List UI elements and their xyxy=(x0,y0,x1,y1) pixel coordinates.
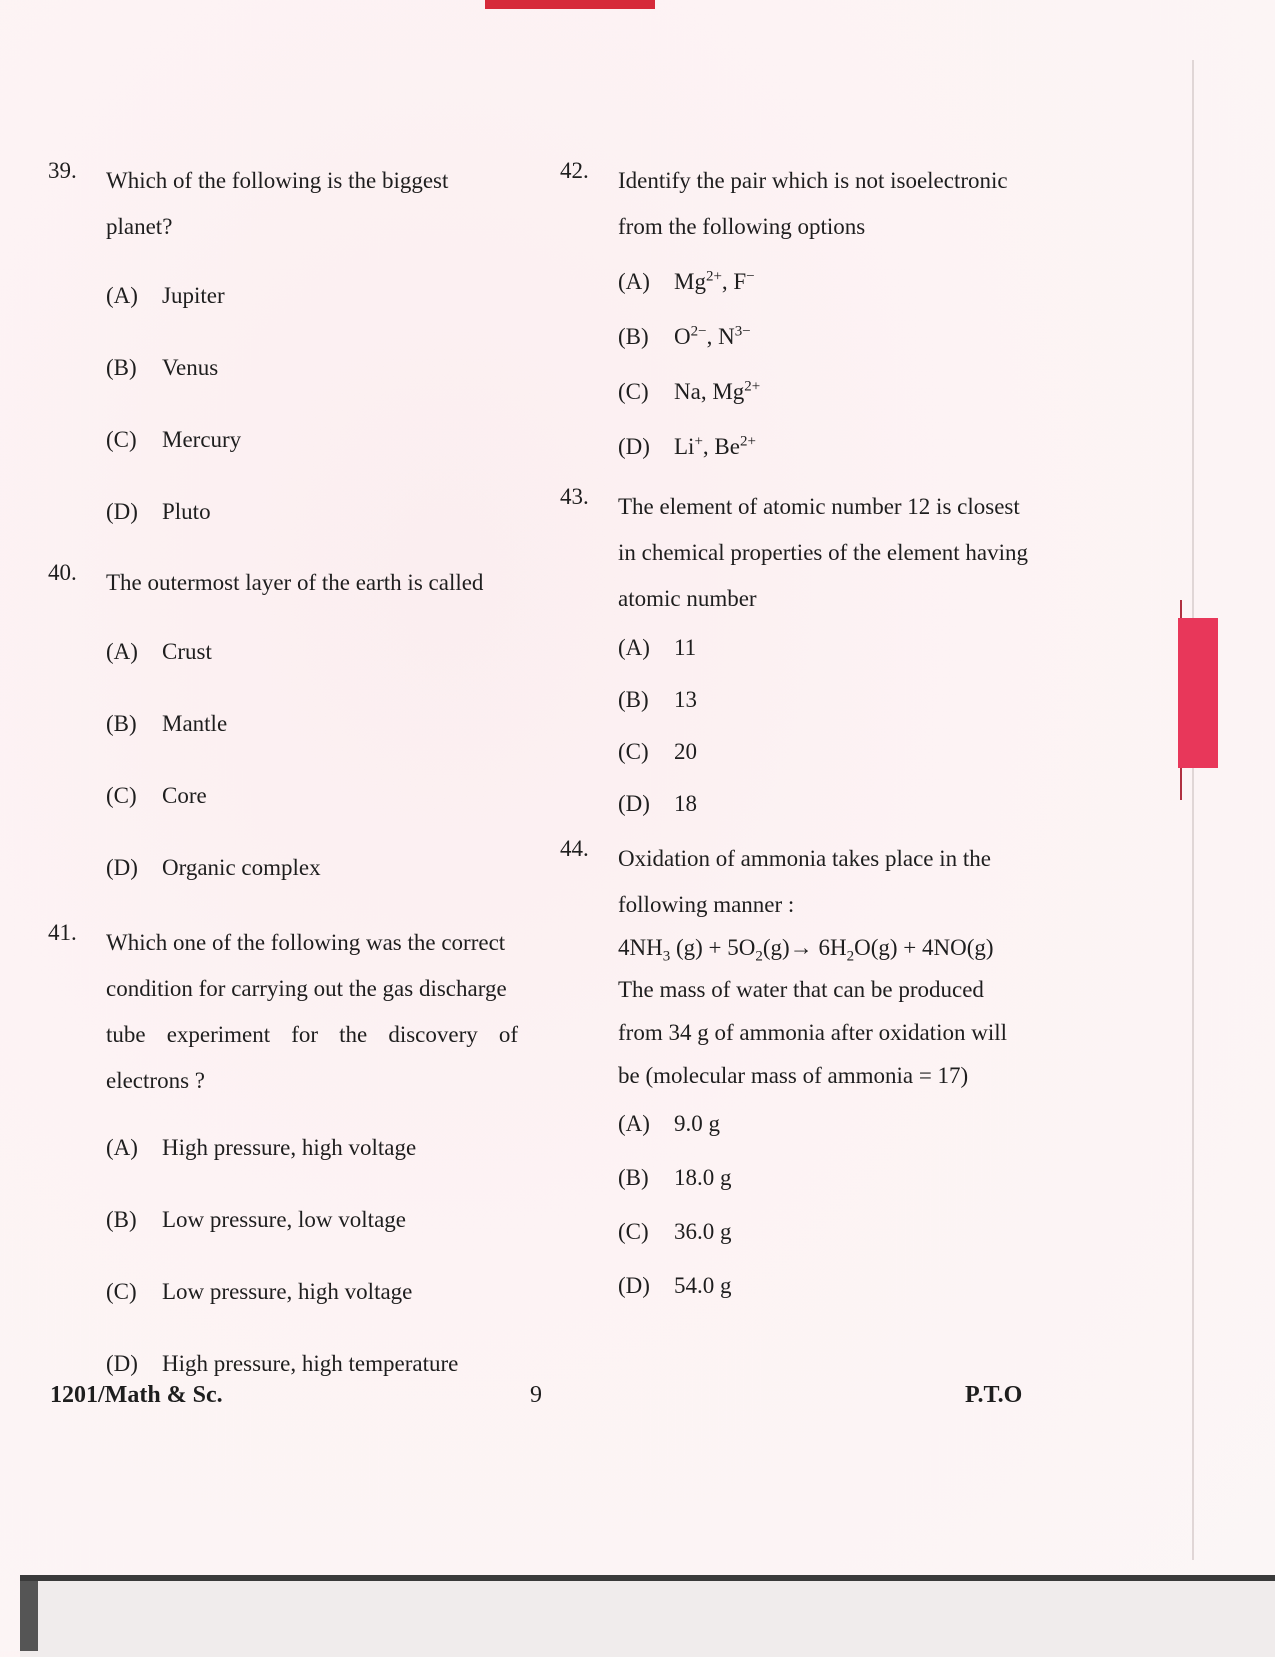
options-43 xyxy=(618,622,1030,830)
scanner-edge xyxy=(20,1575,1275,1657)
question-43 xyxy=(560,484,1030,622)
question-42 xyxy=(560,158,1030,250)
options-41 xyxy=(106,1112,518,1400)
option-label: (A) xyxy=(106,639,138,664)
question-text-line: The mass of water that can be produced xyxy=(618,977,984,1002)
option-label: (A) xyxy=(618,1111,650,1136)
option-d[interactable] xyxy=(106,476,518,548)
option-text: $O^{2-}$, $N^{3-}$ xyxy=(674,322,751,349)
question-text-line: from 34 g of ammonia after oxidation will xyxy=(618,1020,1007,1045)
question-39 xyxy=(48,158,518,250)
question-text-line: from the following options xyxy=(618,214,866,239)
option-a[interactable] xyxy=(106,260,518,332)
left-column xyxy=(48,158,518,1400)
option-text: 13 xyxy=(674,687,697,712)
option-label: (D) xyxy=(106,499,138,524)
option-text: Mercury xyxy=(162,427,242,452)
option-text: 20 xyxy=(674,739,697,764)
question-number: 42. xyxy=(560,158,589,183)
option-label: (C) xyxy=(618,378,649,404)
option-text: Low pressure, high voltage xyxy=(162,1279,413,1304)
option-label: (B) xyxy=(106,355,137,380)
option-text: 11 xyxy=(674,635,697,660)
option-text: High pressure, high voltage xyxy=(162,1135,417,1160)
option-label: (C) xyxy=(106,783,137,808)
question-text: The outermost layer of the earth is called xyxy=(106,570,484,595)
option-d[interactable] xyxy=(618,419,1030,474)
option-label: (A) xyxy=(618,635,650,660)
question-text-line: following manner : xyxy=(618,892,795,917)
option-text: Mantle xyxy=(162,711,228,736)
option-text: Low pressure, low voltage xyxy=(162,1207,406,1232)
option-text: High pressure, high temperature xyxy=(162,1351,459,1376)
option-label: (B) xyxy=(106,711,137,736)
option-a[interactable] xyxy=(106,616,518,688)
option-label: (B) xyxy=(618,1165,649,1190)
option-label: (B) xyxy=(106,1207,137,1232)
option-label: (A) xyxy=(618,268,650,294)
option-label: (C) xyxy=(618,1219,649,1244)
option-text: 9.0 g xyxy=(674,1111,720,1136)
option-text: Core xyxy=(162,783,207,808)
question-text-line: The element of atomic number 12 is closest xyxy=(618,494,1020,519)
question-41 xyxy=(48,920,518,1104)
option-text: Venus xyxy=(162,355,219,380)
question-text-line: in chemical properties of the element having xyxy=(618,540,1029,565)
option-b[interactable] xyxy=(618,309,1030,364)
option-c[interactable] xyxy=(618,364,1030,419)
option-c[interactable] xyxy=(618,726,1030,778)
option-c[interactable] xyxy=(106,760,518,832)
question-text-line: Identify the pair which is not isoelectronic xyxy=(618,168,1008,193)
top-red-mark xyxy=(485,0,655,9)
question-text: Which of the following is the biggest planet? xyxy=(106,168,449,239)
option-d[interactable] xyxy=(106,832,518,904)
option-c[interactable] xyxy=(106,1256,518,1328)
option-a[interactable] xyxy=(106,1112,518,1184)
option-a[interactable] xyxy=(618,254,1030,309)
option-label: (C) xyxy=(106,1279,137,1304)
options-42 xyxy=(618,254,1030,474)
option-b[interactable] xyxy=(106,332,518,404)
scanner-corner xyxy=(20,1581,38,1651)
question-number: 41. xyxy=(48,920,77,945)
option-a[interactable] xyxy=(618,1097,1030,1151)
option-label: (D) xyxy=(618,791,650,816)
option-label: (C) xyxy=(618,739,649,764)
option-text: Na, $Mg^{2+}$ xyxy=(674,377,761,404)
option-label: (A) xyxy=(106,1135,138,1160)
question-text-line: electrons ? xyxy=(106,1068,205,1093)
option-text: Jupiter xyxy=(162,283,225,308)
red-binding-tab xyxy=(1178,618,1218,768)
question-text-line: atomic number xyxy=(618,586,757,611)
question-number: 43. xyxy=(560,484,589,509)
question-text-line: Oxidation of ammonia takes place in the xyxy=(618,846,991,871)
please-turn-over: P.T.O xyxy=(965,1382,1023,1408)
question-44 xyxy=(560,836,1030,1097)
option-d[interactable] xyxy=(618,778,1030,830)
option-label: (D) xyxy=(106,1351,138,1376)
option-text: $Mg^{2+}$, F− xyxy=(674,267,755,294)
option-c[interactable] xyxy=(618,1205,1030,1259)
question-40 xyxy=(48,560,518,606)
option-text: Li+, $Be^{2+}$ xyxy=(674,432,756,459)
question-number: 44. xyxy=(560,836,589,861)
option-b[interactable] xyxy=(106,688,518,760)
option-d[interactable] xyxy=(618,1259,1030,1313)
question-text-line: condition for carrying out the gas discharge xyxy=(106,976,507,1001)
paper-code: 1201/Math & Sc. xyxy=(50,1382,223,1408)
option-b[interactable] xyxy=(106,1184,518,1256)
option-label: (A) xyxy=(106,283,138,308)
options-39 xyxy=(106,260,518,548)
option-c[interactable] xyxy=(106,404,518,476)
question-text-line: tube experiment for the discovery of xyxy=(106,1022,518,1047)
option-text: Pluto xyxy=(162,499,211,524)
option-text: 36.0 g xyxy=(674,1219,732,1244)
right-column xyxy=(560,158,1030,1313)
options-40 xyxy=(106,616,518,904)
option-text: Crust xyxy=(162,639,212,664)
page-edge xyxy=(1192,60,1194,1560)
option-b[interactable] xyxy=(618,674,1030,726)
options-44 xyxy=(618,1097,1030,1313)
option-text: 18 xyxy=(674,791,697,816)
question-number: 40. xyxy=(48,560,77,585)
option-label: (D) xyxy=(618,433,650,459)
page-number: 9 xyxy=(530,1382,542,1408)
question-number: 39. xyxy=(48,158,77,183)
option-text: Organic complex xyxy=(162,855,321,880)
option-label: (B) xyxy=(618,687,649,712)
option-text: 18.0 g xyxy=(674,1165,732,1190)
option-a[interactable] xyxy=(618,622,1030,674)
option-label: (D) xyxy=(618,1273,650,1298)
option-b[interactable] xyxy=(618,1151,1030,1205)
option-label: (C) xyxy=(106,427,137,452)
option-text: 54.0 g xyxy=(674,1273,732,1298)
question-text-line: be (molecular mass of ammonia = 17) xyxy=(618,1063,969,1088)
chemical-equation: $4NH_3$ $(g) + 5O_2(g)\to 6H_2O(g) + 4NO(g)$ xyxy=(618,935,994,965)
option-label: (B) xyxy=(618,323,649,349)
option-label: (D) xyxy=(106,855,138,880)
question-text-line: Which one of the following was the correct xyxy=(106,930,506,955)
